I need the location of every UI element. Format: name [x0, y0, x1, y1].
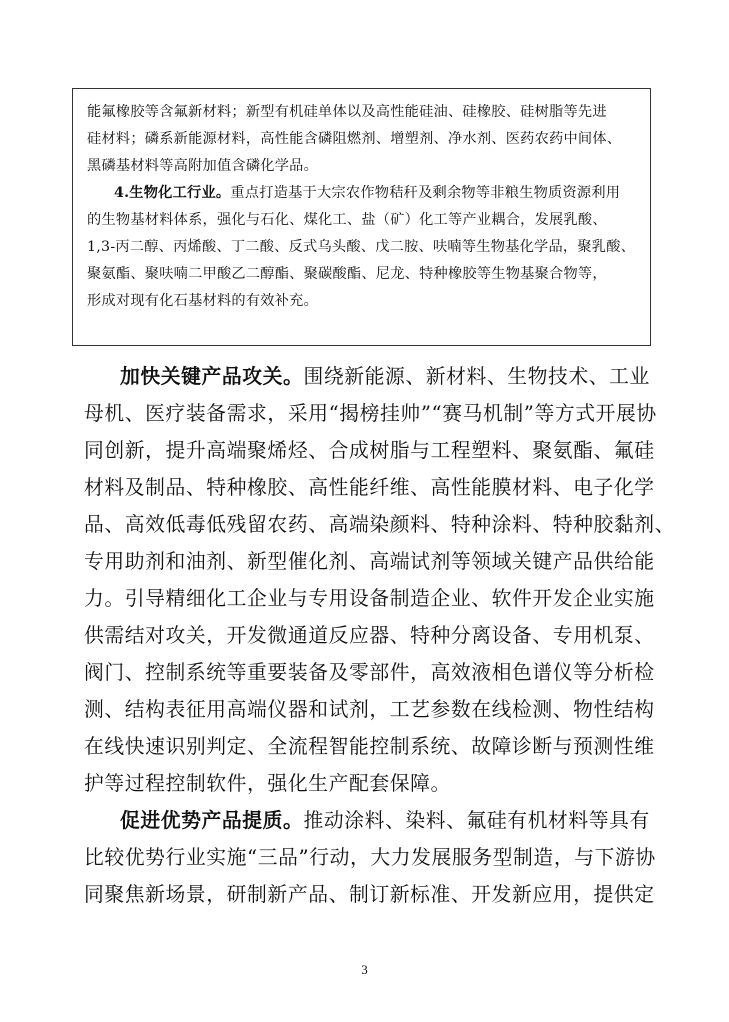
section1-first-line: [84, 358, 649, 395]
section1-line: 阀门、控制系统等重要装备及零部件，高效液相色谱仪等分析检: [84, 661, 655, 684]
box-line: 的生物基材料体系，强化与石化、煤化工、盐（矿）化工等产业耦合，发展乳酸、: [87, 212, 607, 228]
section1-heading: 加快关键产品攻关。: [120, 364, 304, 388]
section1-line: 专用助剂和油剂、新型催化剂、高端试剂等领域关键产品供给能: [84, 550, 655, 573]
section2-heading: 促进优势产品提质。: [120, 808, 304, 832]
box-line: 黑磷基材料等高附加值含磷化学品。: [87, 158, 319, 174]
section1-line: 品、高效低毒低残留农药、高端染颜料、特种涂料、特种胶黏剂、: [84, 513, 676, 536]
main-text: [84, 358, 676, 913]
boxed-text-block: [72, 88, 651, 346]
box-line: 能氟橡胶等含氟新材料；新型有机硅单体以及高性能硅油、硅橡胶、硅树脂等先进: [87, 104, 607, 120]
section1-line: 同创新，提升高端聚烯烃、合成树脂与工程塑料、聚氨酯、氟硅: [84, 439, 655, 462]
box-line: 1,3-丙二醇、丙烯酸、丁二酸、反式乌头酸、戊二胺、呋喃等生物基化学品，聚乳酸、: [87, 239, 636, 255]
box-line: 硅材料；磷系新能源材料，高性能含磷阻燃剂、增塑剂、净水剂、医药农药中间体、: [87, 131, 622, 147]
box-paragraph-4-lead: 4.生物化工行业。: [114, 185, 231, 201]
section1-line: 在线快速识别判定、全流程智能控制系统、故障诊断与预测性维: [84, 735, 655, 758]
box-paragraph-4-text: 重点打造基于大宗农作物秸秆及剩余物等非粮生物质资源利用: [230, 185, 621, 201]
section1-line: 护等过程控制软件，强化生产配套保障。: [84, 772, 451, 795]
section1-line: 材料及制品、特种橡胶、高性能纤维、高性能膜材料、电子化学: [84, 476, 655, 499]
section1-line: 测、结构表征用高端仪器和试剂，工艺参数在线检测、物性结构: [84, 698, 655, 721]
section2-line: 同聚焦新场景，研制新产品、制订新标准、开发新应用，提供定: [84, 883, 655, 906]
section1-line: 供需结对攻关，开发微通道反应器、特种分离设备、专用机泵、: [84, 624, 655, 647]
section1-line: 母机、医疗装备需求，采用“揭榜挂帅”“赛马机制”等方式开展协: [84, 402, 657, 425]
section2-first-line: [84, 802, 649, 839]
box-line: 聚氨酯、聚呋喃二甲酸乙二醇酯、聚碳酸酯、尼龙、特种橡胶等生物基聚合物等，: [87, 266, 607, 282]
page-number: 3: [361, 962, 368, 977]
section1-line: 力。引导精细化工企业与专用设备制造企业、软件开发企业实施: [84, 587, 655, 610]
box-paragraph-4: [87, 180, 638, 207]
section2-line: 比较优势行业实施“三品”行动，大力发展服务型制造，与下游协: [84, 846, 656, 869]
box-line: 形成对现有化石基材料的有效补充。: [87, 293, 319, 309]
section2-first-text: 推动涂料、染料、氟硅有机材料等具有: [303, 809, 650, 832]
section1-first-text: 围绕新能源、新材料、生物技术、工业: [303, 365, 650, 388]
